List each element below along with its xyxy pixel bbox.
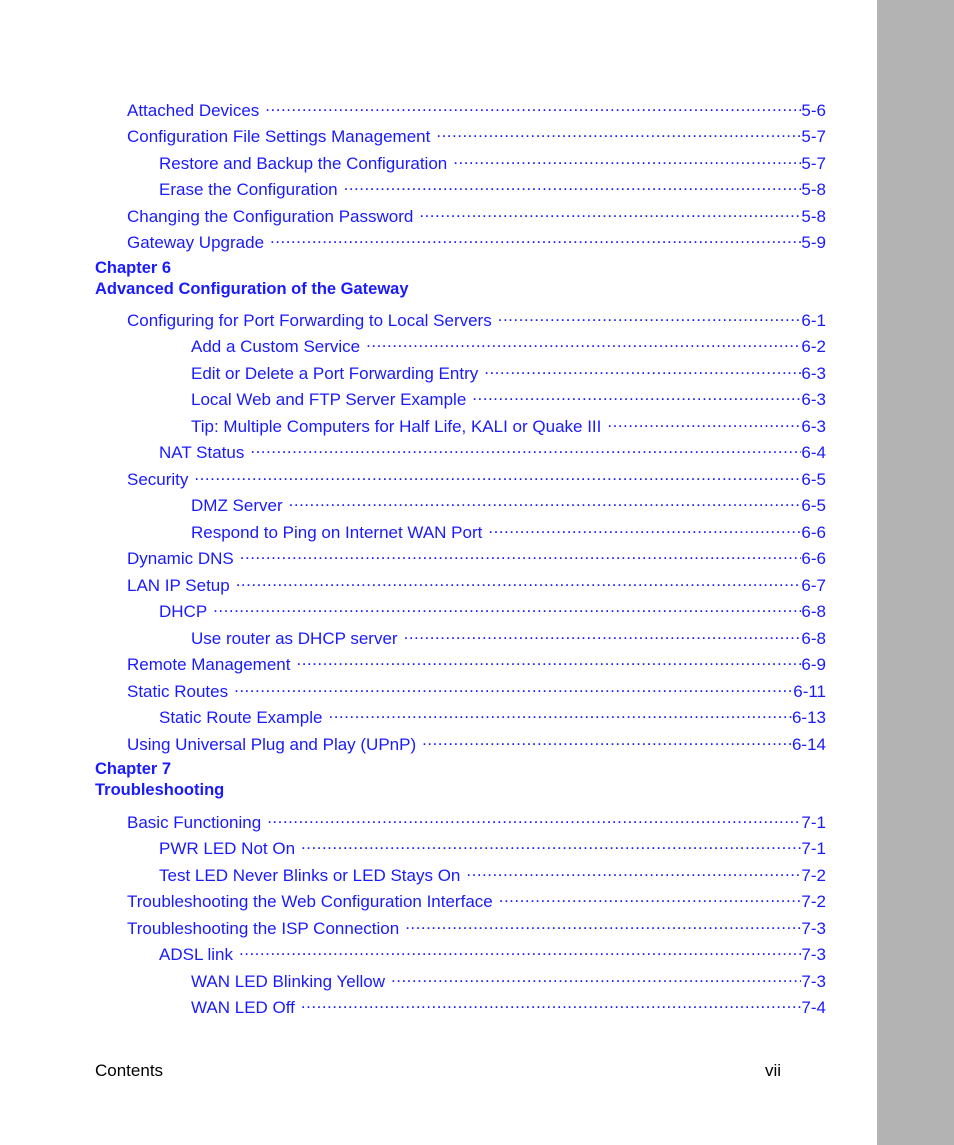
toc-entry-title: Tip: Multiple Computers for Half Life, KALI or Quake III [191,417,602,436]
toc-entry-title: Using Universal Plug and Play (UPnP) [127,735,417,754]
toc-entry-title: NAT Status [159,443,245,462]
toc-entry-page: 7-3 [801,945,826,964]
toc-entry-title: Respond to Ping on Internet WAN Port [191,523,483,542]
toc-entry[interactable] [127,309,826,329]
toc-entry-page: 5-7 [801,154,826,173]
toc-entry-title: LAN IP Setup [127,576,230,595]
chapter-heading[interactable] [95,759,224,801]
footer-page-number: vii [764,1061,781,1080]
toc-entry-page: 6-3 [801,390,826,409]
toc-entry-title: Add a Custom Service [191,337,361,356]
toc-entry-title: Gateway Upgrade [127,233,265,252]
toc-entry-page: 6-11 [793,682,826,701]
toc-entry-title: WAN LED Blinking Yellow [191,972,386,991]
toc-entry-page: 6-4 [801,443,826,462]
dot-leader [366,335,801,352]
toc-entry[interactable] [191,388,826,408]
toc-entry-page: 7-4 [801,998,826,1017]
toc-entry[interactable] [191,494,826,514]
dot-leader [405,917,801,934]
side-margin-bar [877,0,954,1145]
toc-entry[interactable] [127,733,826,753]
toc-entry[interactable] [159,943,826,963]
toc-entry[interactable] [191,335,826,355]
toc-entry-title: PWR LED Not On [159,839,296,858]
toc-entry-title: Basic Functioning [127,813,262,832]
toc-entry[interactable] [127,680,826,700]
dot-leader [498,309,802,326]
toc-entry-title: DMZ Server [191,496,283,515]
toc-entry-page: 6-6 [801,549,826,568]
dot-leader [344,178,802,195]
dot-leader [267,811,801,828]
toc-entry-page: 7-1 [801,813,826,832]
toc-entry-title: Troubleshooting the Web Configuration Interface [127,892,493,911]
dot-leader [607,415,801,432]
toc-entry-page: 6-8 [801,629,826,648]
dot-leader [453,152,801,169]
toc-entry-title: Remote Management [127,655,291,674]
toc-entry-page: 7-2 [801,892,826,911]
dot-leader [234,680,793,697]
toc-entry-page: 5-7 [801,127,826,146]
dot-leader [391,970,801,987]
toc-entry-page: 6-14 [791,735,826,754]
toc-entry-page: 6-5 [801,470,826,489]
toc-entry[interactable] [127,547,826,567]
toc-entry-title: Troubleshooting the ISP Connection [127,919,400,938]
chapter-title: Advanced Configuration of the Gateway [95,280,409,298]
toc-entry[interactable] [127,917,826,937]
toc-entry[interactable] [191,362,826,382]
toc-entry[interactable] [191,627,826,647]
dot-leader [270,231,801,248]
toc-entry[interactable] [159,600,826,620]
toc-entry[interactable] [127,99,826,119]
dot-leader [213,600,801,617]
chapter-title: Troubleshooting [95,781,225,799]
dot-leader [466,864,801,881]
footer-section-name: Contents [95,1061,164,1080]
toc-entry-page: 6-3 [801,417,826,436]
toc-entry-title: WAN LED Off [191,998,295,1017]
toc-entry-page: 5-6 [801,101,826,120]
toc-entry[interactable] [191,996,826,1016]
toc-entry-title: Configuring for Port Forwarding to Local Servers [127,311,492,330]
toc-entry-title: Attached Devices [127,101,260,120]
toc-entry-title: Local Web and FTP Server Example [191,390,467,409]
toc-entry-page: 6-8 [801,602,826,621]
chapter-label: Chapter 6 [95,259,172,277]
toc-entry-title: Configuration File Settings Management [127,127,431,146]
toc-entry-page: 7-3 [801,972,826,991]
toc-entry[interactable] [159,864,826,884]
toc-entry-title: Test LED Never Blinks or LED Stays On [159,866,461,885]
dot-leader [484,362,801,379]
dot-leader [301,837,801,854]
toc-entry[interactable] [159,178,826,198]
toc-entry-page: 5-8 [801,180,826,199]
toc-entry-page: 5-9 [801,233,826,252]
toc-entry-title: Static Routes [127,682,229,701]
toc-entry[interactable] [127,574,826,594]
dot-leader [488,521,801,538]
toc-entry-page: 7-2 [801,866,826,885]
toc-entry-title: Erase the Configuration [159,180,338,199]
toc-entry[interactable] [191,521,826,541]
toc-entry-page: 6-13 [791,708,826,727]
toc-entry[interactable] [159,706,826,726]
toc-entry-page: 6-9 [801,655,826,674]
toc-entry-page: 6-1 [801,311,826,330]
dot-leader [328,706,792,723]
dot-leader [236,574,802,591]
toc-entry[interactable] [191,970,826,990]
toc-entry-title: ADSL link [159,945,234,964]
dot-leader [296,653,801,670]
toc-entry-title: Restore and Backup the Configuration [159,154,448,173]
dot-leader [472,388,801,405]
chapter-label: Chapter 7 [95,760,172,778]
toc-entry-page: 6-3 [801,364,826,383]
toc-entry-title: Use router as DHCP server [191,629,398,648]
toc-entry-title: Dynamic DNS [127,549,234,568]
dot-leader [301,996,802,1013]
toc-entry-page: 5-8 [801,207,826,226]
dot-leader [240,547,802,564]
dot-leader [289,494,802,511]
dot-leader [499,890,802,907]
dot-leader [265,99,801,116]
toc-entry-page: 6-6 [801,523,826,542]
dot-leader [194,468,801,485]
toc-entry-title: Edit or Delete a Port Forwarding Entry [191,364,479,383]
toc-entry[interactable] [127,125,826,145]
dot-leader [419,205,801,222]
dot-leader [250,441,801,458]
toc-entry-page: 6-5 [801,496,826,515]
chapter-heading[interactable] [95,258,409,300]
dot-leader [404,627,802,644]
toc-entry[interactable] [127,811,826,831]
toc-entry-page: 6-7 [801,576,826,595]
toc-entry[interactable] [127,468,826,488]
toc-entry[interactable] [159,152,826,172]
toc-entry[interactable] [159,441,826,461]
toc-entry-page: 7-1 [801,839,826,858]
toc-entry[interactable] [127,205,826,225]
toc-entry[interactable] [159,837,826,857]
toc-entry[interactable] [127,231,826,251]
toc-entry-page: 6-2 [801,337,826,356]
toc-entry[interactable] [127,653,826,673]
dot-leader [436,125,801,142]
dot-leader [422,733,792,750]
toc-entry-title: Security [127,470,189,489]
toc-entry[interactable] [127,890,826,910]
dot-leader [239,943,801,960]
toc-entry-title: Static Route Example [159,708,323,727]
toc-entry-title: Changing the Configuration Password [127,207,414,226]
toc-entry[interactable] [191,415,826,435]
toc-entry-title: DHCP [159,602,208,621]
toc-entry-page: 7-3 [801,919,826,938]
